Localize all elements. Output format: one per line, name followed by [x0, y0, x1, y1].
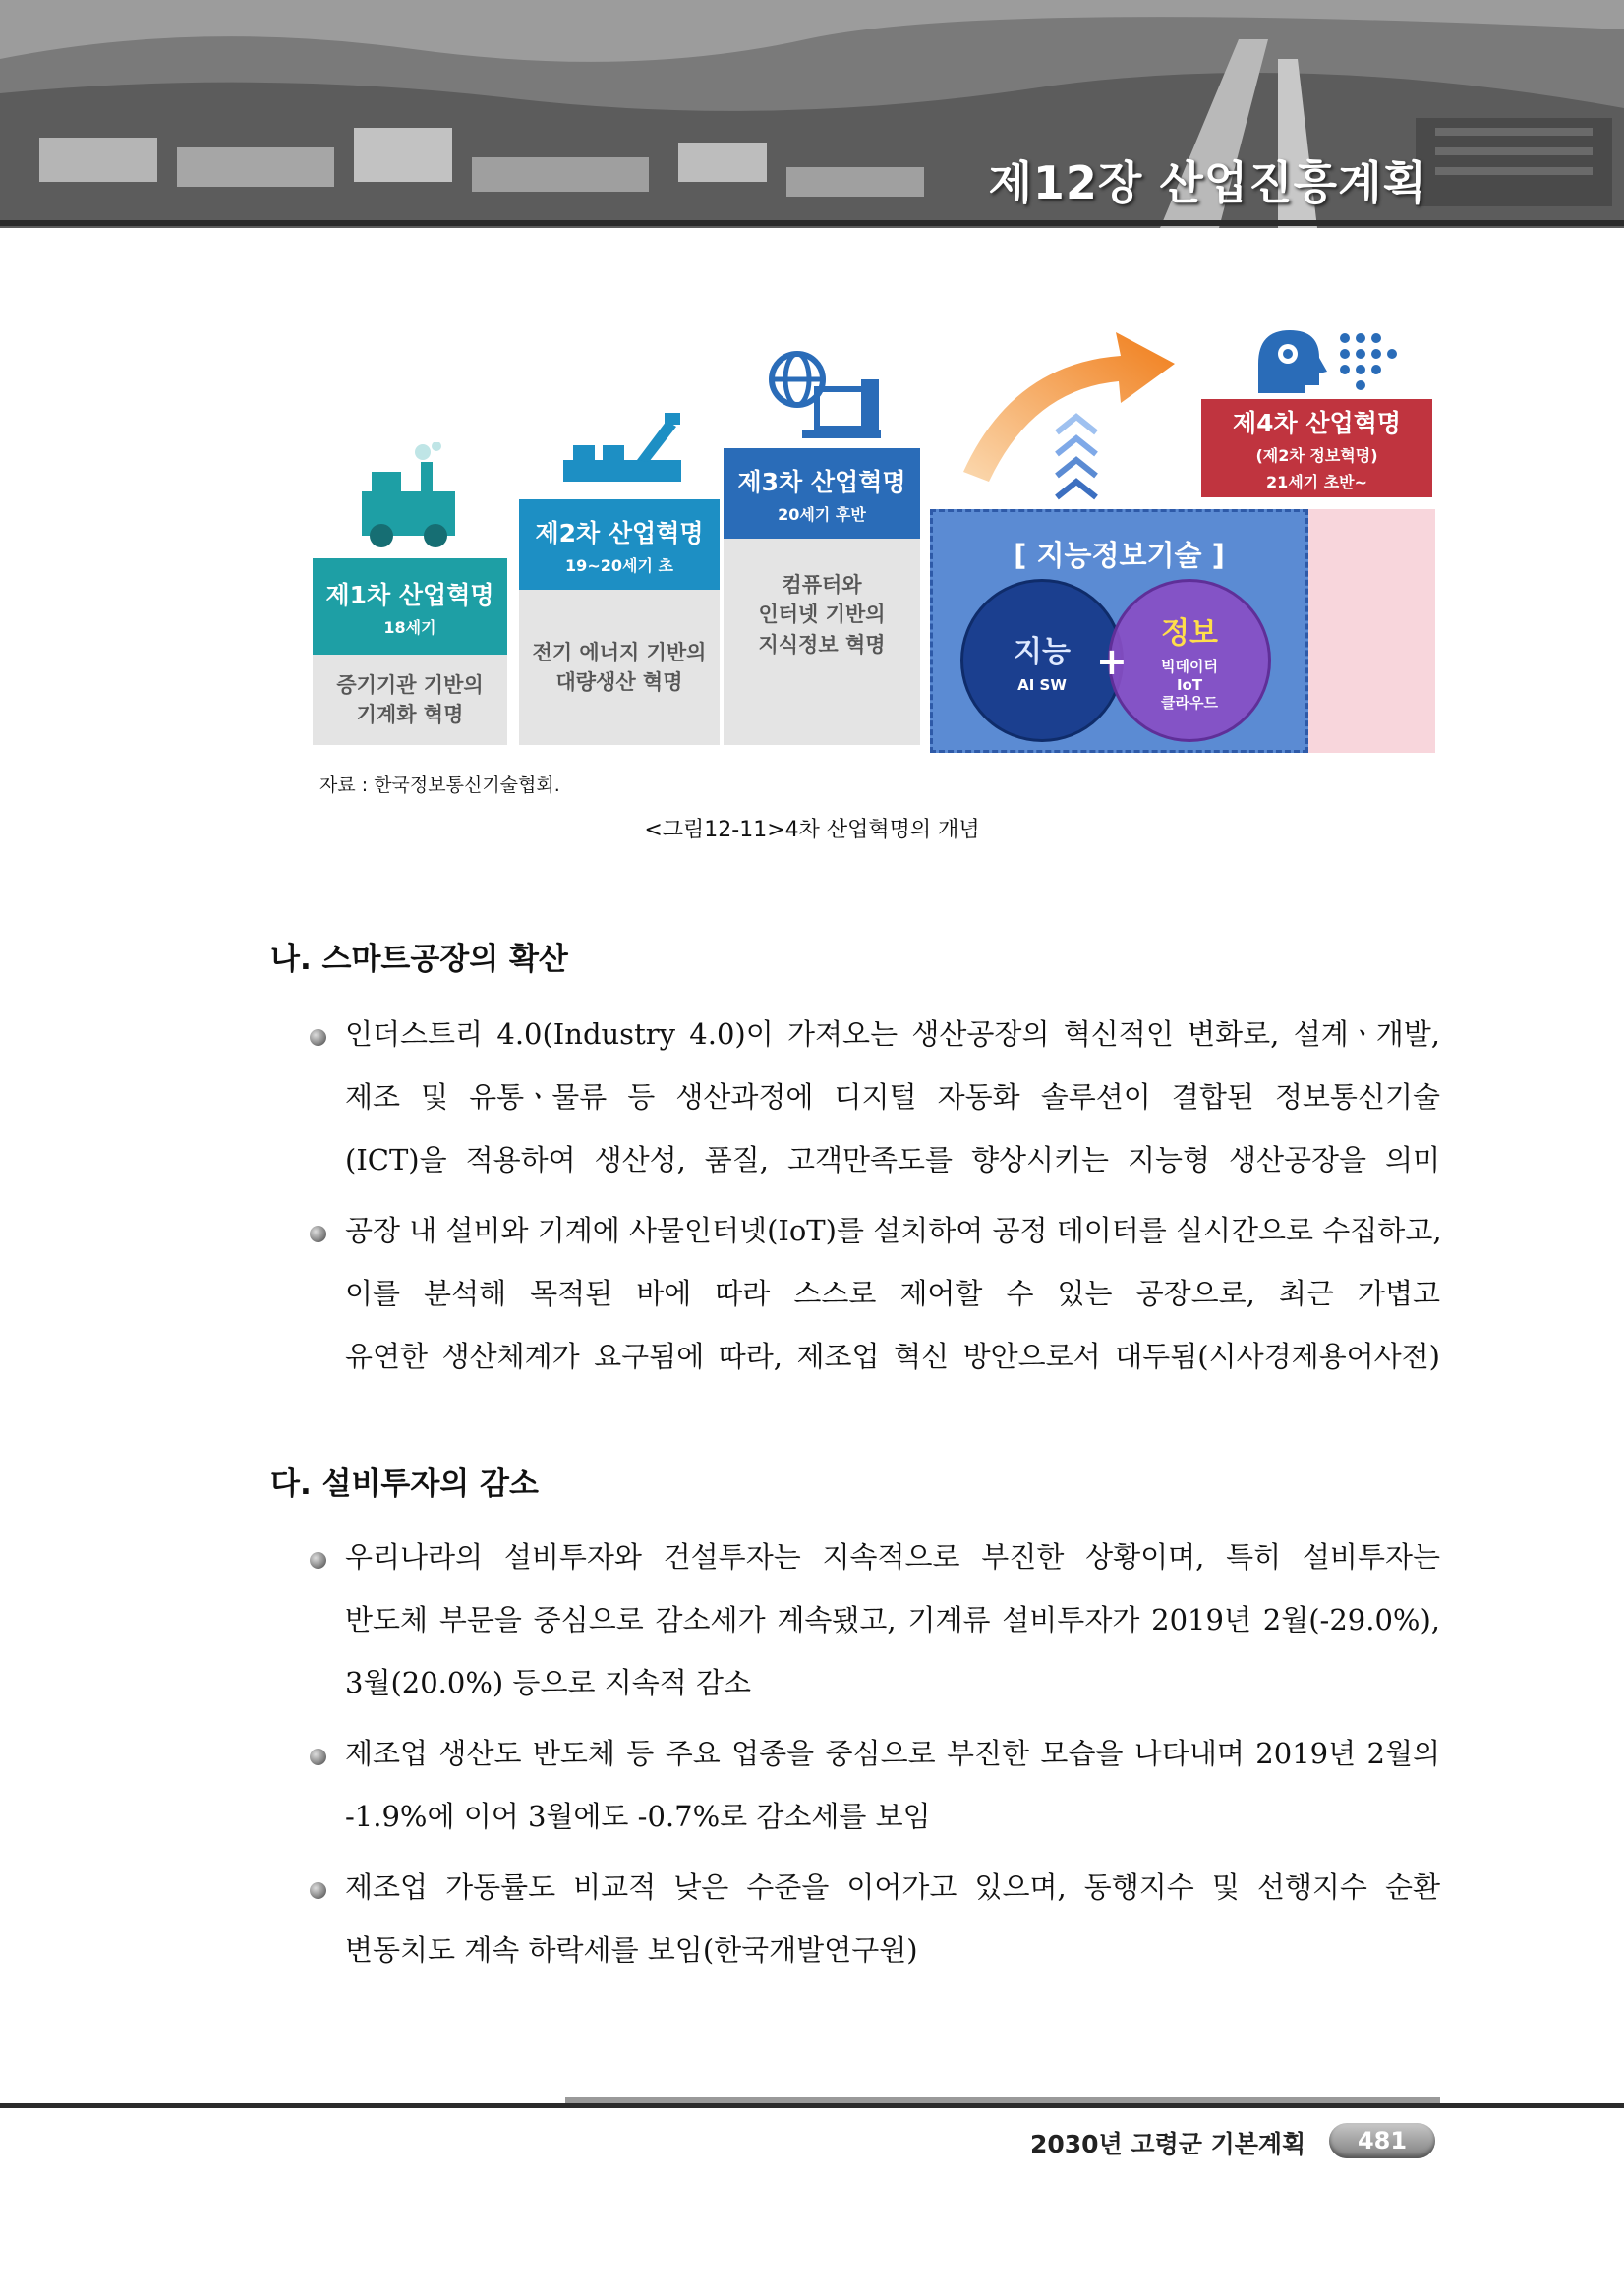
- figure-source: 자료 : 한국정보통신기술협회.: [319, 775, 560, 796]
- bullet-line: 3월(20.0%) 등으로 지속적 감소: [345, 1666, 751, 1699]
- stage-1-title: 제1차 산업혁명: [325, 580, 494, 609]
- bullet-icon: [310, 1029, 326, 1046]
- bullet-icon: [310, 1882, 326, 1899]
- stage-2-header: [519, 499, 720, 590]
- info-circle-sub-line: 빅데이터: [1161, 657, 1218, 675]
- stage-1-desc-line: 증기기관 기반의: [336, 672, 484, 697]
- intelligence-info-tech-title: [ 지능정보기술 ]: [1014, 539, 1225, 572]
- bullet-line: 변동치도 계속 하락세를 보임(한국개발연구원): [345, 1933, 918, 1967]
- ai-circle-label: 지능: [1014, 634, 1071, 669]
- bullet-line: (ICT)을 적용하여 생산성, 품질, 고객만족도를 향상시키는 지능형 생산공장을 의미: [345, 1143, 1440, 1177]
- stage-4-background: [1300, 509, 1435, 753]
- stage-3-desc-line: 컴퓨터와: [782, 573, 862, 597]
- stage-1-desc-line: 기계화 혁명: [356, 703, 464, 726]
- stage-1-period: 18세기: [383, 617, 436, 637]
- info-circle-sub-line: IoT: [1176, 675, 1203, 694]
- stage-1-description: [313, 655, 507, 745]
- bullet-icon: [310, 1749, 326, 1765]
- stage-4-period: 21세기 초반~: [1265, 473, 1368, 491]
- chevron-up-stack-icon: [1052, 413, 1101, 511]
- steam-engine-icon: [352, 442, 470, 550]
- bullet-line: 우리나라의 설비투자와 건설투자는 지속적으로 부진한 상황이며, 특히 설비투자는: [345, 1540, 1440, 1574]
- figure-caption: <그림12-11>4차 산업혁명의 개념: [644, 818, 980, 842]
- section-heading: 나. 스마트공장의 확산: [270, 942, 568, 977]
- ai-circle-sub: AI SW: [1017, 675, 1067, 694]
- stage-3-description: [724, 539, 920, 745]
- bullet-line: -1.9%에 이어 3월에도 -0.7%로 감소세를 보임: [345, 1800, 931, 1833]
- industrial-revolution-diagram: [305, 324, 1435, 747]
- stage-2-desc-line: 대량생산 혁명: [555, 670, 683, 694]
- bullet-icon: [310, 1552, 326, 1569]
- stage-3-header: [724, 448, 920, 539]
- stage-2: [519, 499, 720, 745]
- stage-2-description: [519, 590, 720, 745]
- stage-2-title: 제2차 산업혁명: [535, 518, 704, 547]
- stage-1: [313, 558, 507, 745]
- assembly-line-icon: [558, 411, 686, 494]
- info-circle: [1108, 579, 1271, 742]
- stage-2-period: 19~20세기 초: [565, 555, 673, 575]
- bullet-line: 이를 분석해 목적된 바에 따라 스스로 제어할 수 있는 공장으로, 최근 가볍고: [345, 1277, 1440, 1310]
- bullet-line: 인더스트리 4.0(Industry 4.0)이 가져오는 생산공장의 혁신적인 변화로, 설계ㆍ개발,: [345, 1017, 1440, 1051]
- header-divider: [0, 220, 1624, 226]
- info-circle-sub-line: 클라우드: [1161, 694, 1218, 713]
- info-circle-label: 정보: [1161, 615, 1218, 651]
- stage-3-desc-line: 지식정보 혁명: [758, 632, 886, 657]
- bullet-line: 제조업 생산도 반도체 등 주요 업종을 중심으로 부진한 모습을 나타내며 2019년 2월의: [345, 1737, 1440, 1770]
- ai-brain-icon: [1248, 324, 1406, 395]
- stage-2-desc-line: 전기 에너지 기반의: [532, 640, 707, 664]
- stage-3-desc-line: 인터넷 기반의: [758, 603, 886, 627]
- globe-computer-icon: [768, 350, 886, 440]
- bullet-line: 반도체 부문을 중심으로 감소세가 계속됐고, 기계류 설비투자가 2019년 2월(-29.0%),: [345, 1603, 1440, 1636]
- stage-4-subtitle: (제2차 정보혁명): [1255, 446, 1378, 465]
- plus-sign: +: [1096, 640, 1128, 683]
- stage-1-header: [313, 558, 507, 655]
- bullet-icon: [310, 1226, 326, 1242]
- chapter-title: 제12장 산업진흥계획: [988, 156, 1427, 209]
- bullet-line: 공장 내 설비와 기계에 사물인터넷(IoT)를 설치하여 공정 데이터를 실시간으로 수집하고,: [345, 1214, 1442, 1247]
- section-heading: 다. 설비투자의 감소: [270, 1466, 539, 1502]
- stage-3: [724, 448, 920, 745]
- header-banner: [0, 0, 1624, 228]
- bullet-line: 유연한 생산체계가 요구됨에 따라, 제조업 혁신 방안으로서 대두됨(시사경제용어사전): [345, 1340, 1440, 1373]
- stage-4-header: [1201, 399, 1432, 497]
- stage-3-title: 제3차 산업혁명: [737, 467, 906, 496]
- stage-4-title: 제4차 산업혁명: [1233, 409, 1401, 437]
- intelligence-info-tech-box: [930, 509, 1308, 753]
- footer-divider: [0, 2103, 1624, 2108]
- stage-3-period: 20세기 후반: [778, 504, 866, 524]
- page-number: 481: [1329, 2123, 1435, 2158]
- bullet-line: 제조업 가동률도 비교적 낮은 수준을 이어가고 있으며, 동행지수 및 선행지수 순환: [345, 1870, 1440, 1904]
- footer-doc-title: 2030년 고령군 기본계획: [1030, 2130, 1306, 2158]
- bullet-line: 제조 및 유통ㆍ물류 등 생산과정에 디지털 자동화 솔루션이 결합된 정보통신기술: [345, 1080, 1440, 1114]
